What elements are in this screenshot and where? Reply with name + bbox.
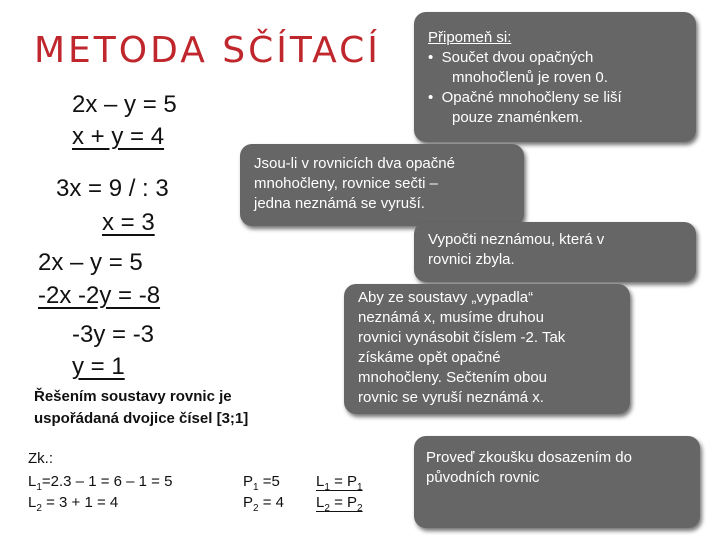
reminder-bullet-1: • Součet dvou opačných (428, 49, 594, 66)
eliminate-line-2: neznámá x, musíme druhou (358, 309, 544, 326)
verify-line-2: původních rovnic (426, 469, 540, 486)
equation-1: 2x – y = 5 (72, 91, 177, 118)
eliminate-line-5: mnohočleny. Sečtením obou (358, 369, 548, 386)
y-equation: -3y = -3 (72, 321, 155, 348)
check-equality-2: $L_2 = P_2$ (316, 494, 363, 514)
bullet-icon: • (428, 49, 434, 66)
equation-multiplied: -2x -2y = -8 (38, 282, 161, 309)
page-title: METODA SČÍTACÍ (34, 30, 381, 71)
verify-note (414, 436, 700, 528)
verify-line-1: Proveď zkoušku dosazením do (426, 449, 632, 466)
equation-2: x + y = 4 (72, 123, 165, 150)
reminder-bullet-2: • Opačné mnohočleny se liší (428, 89, 622, 106)
y-result: y = 1 (72, 353, 125, 380)
opposite-line-2: mnohočleny, rovnice sečti – (254, 175, 438, 192)
solution-line-1: Řešením soustavy rovnic je (34, 388, 232, 405)
sum-equation: 3x = 9 / : 3 (56, 175, 169, 202)
equation-1-repeat: 2x – y = 5 (38, 249, 143, 276)
check-left-2: $L_2 = 3 + 1 = 4$ (28, 494, 119, 514)
eliminate-line-1: Aby ze soustavy „vypadla“ (358, 289, 534, 306)
compute-line-2: rovnici zbyla. (428, 251, 515, 268)
compute-line-1: Vypočti neznámou, která v (428, 231, 605, 248)
check-right-1: $P_1 =5$ (243, 473, 280, 493)
reminder-bullet-1-cont: mnohočlenů je roven 0. (452, 69, 608, 86)
check-left-1: $L_1=2.3 - 1 = 6 - 1 = 5$ (28, 473, 173, 493)
bullet-icon: • (428, 89, 434, 106)
reminder-note (414, 12, 696, 142)
solution-line-2: uspořádaná dvojice čísel [3;1] (34, 410, 249, 427)
reminder-heading: Připomeň si: (428, 29, 512, 46)
eliminate-note (344, 284, 630, 414)
eliminate-line-3: rovnici vynásobit číslem -2. Tak (358, 329, 566, 346)
opposite-line-3: jedna neznámá se vyruší. (254, 195, 425, 212)
compute-note (414, 222, 696, 282)
opposite-line-1: Jsou-li v rovnicích dva opačné (254, 155, 455, 172)
reminder-bullet-2-cont: pouze znaménkem. (452, 109, 583, 126)
check-heading: Zk.: (28, 450, 53, 467)
eliminate-line-6: rovnic se vyruší neznámá x. (358, 389, 544, 406)
check-equality-1: $L_1 = P_1$ (316, 473, 363, 493)
eliminate-line-4: získáme opět opačné (358, 349, 501, 366)
opposite-note (240, 144, 524, 226)
check-right-2: $P_2 = 4$ (243, 494, 285, 514)
x-result: x = 3 (102, 209, 155, 236)
